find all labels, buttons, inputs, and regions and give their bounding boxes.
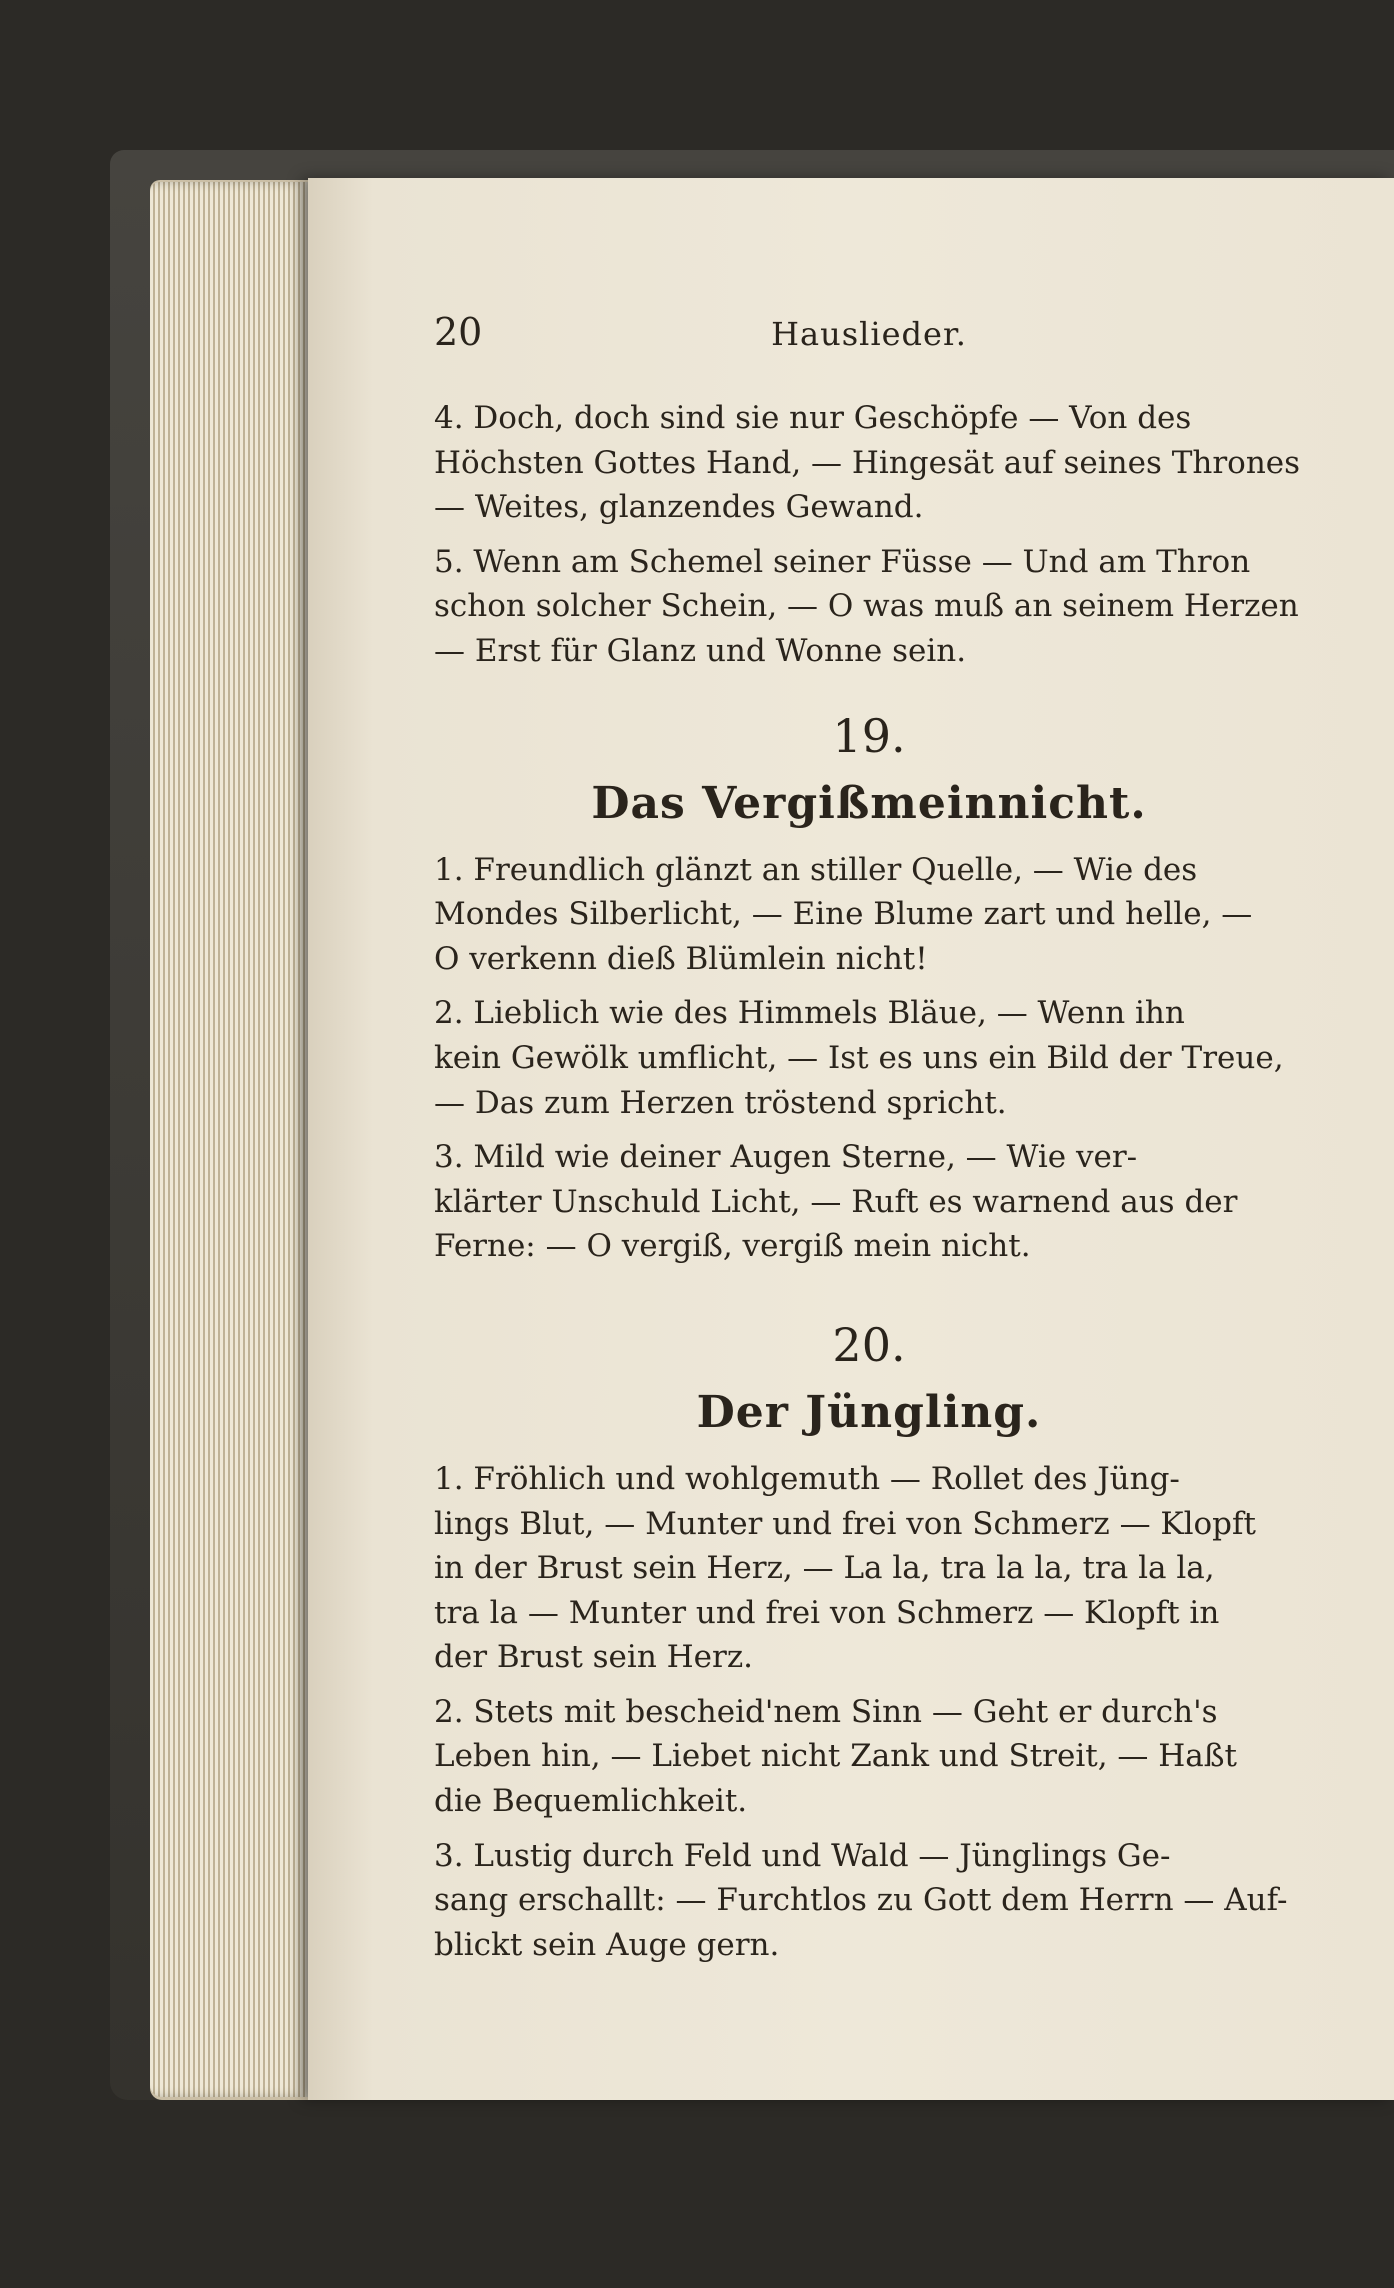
song-20-number: 20. — [832, 1317, 906, 1372]
verse-line: 3. Lustig durch Feld und Wald — Jünglings Ge- — [434, 1837, 1171, 1874]
verse-line: Höchsten Gottes Hand, — Hingesät auf seines Thrones — [434, 444, 1301, 481]
verse-line: 2. Stets mit bescheid'nem Sinn — Geht er durch's — [434, 1693, 1218, 1730]
verse-line: O verkenn dieß Blümlein nicht! — [434, 940, 928, 977]
song-19-verse-1 — [434, 848, 1304, 982]
verse-line: tra la — Munter und frei von Schmerz — Klopft in — [434, 1594, 1220, 1631]
page-number: 20 — [434, 310, 483, 354]
verse-line: Ferne: — O vergiß, vergiß mein nicht. — [434, 1228, 1031, 1265]
verse-4 — [434, 396, 1304, 530]
page-edges — [150, 182, 310, 2097]
song-20-verse-2 — [434, 1690, 1304, 1824]
running-head: Hauslieder. — [771, 315, 967, 353]
page-header — [434, 310, 1304, 374]
verse-line: kein Gewölk umflicht, — Ist es uns ein Bild der Treue, — [434, 1039, 1284, 1076]
song-20-verse-3 — [434, 1834, 1304, 1968]
verse-line: lings Blut, — Munter und frei von Schmerz — Klopft — [434, 1505, 1256, 1542]
verse-line: 5. Wenn am Schemel seiner Füsse — Und am Thron — [434, 543, 1251, 580]
song-20-title: Der Jüngling. — [696, 1386, 1042, 1438]
song-19-title: Das Vergißmeinnicht. — [591, 777, 1147, 829]
verse-line: 2. Lieblich wie des Himmels Bläue, — Wenn ihn — [434, 995, 1185, 1032]
verse-line: der Brust sein Herz. — [434, 1639, 754, 1676]
verse-5 — [434, 540, 1304, 674]
verse-line: 3. Mild wie deiner Augen Sterne, — Wie ver- — [434, 1139, 1138, 1176]
verse-line: sang erschallt: — Furchtlos zu Gott dem Herrn — Auf- — [434, 1882, 1288, 1919]
verse-line: blickt sein Auge gern. — [434, 1926, 780, 1963]
song-19-number: 19. — [832, 708, 906, 763]
verse-line: in der Brust sein Herz, — La la, tra la la, tra la la, — [434, 1550, 1215, 1587]
page-text — [434, 310, 1304, 1967]
verse-line: — Erst für Glanz und Wonne sein. — [434, 632, 967, 669]
verse-line: 4. Doch, doch sind sie nur Geschöpfe — Von des — [434, 400, 1192, 436]
song-19-verse-2 — [434, 991, 1304, 1125]
verse-line: — Weites, glanzendes Gewand. — [434, 489, 924, 526]
verse-line: die Bequemlichkeit. — [434, 1783, 748, 1820]
verse-line: Mondes Silberlicht, — Eine Blume zart und helle, — — [434, 896, 1253, 933]
song-19-verse-3 — [434, 1135, 1304, 1269]
verse-line: Leben hin, — Liebet nicht Zank und Streit, — Haßt — [434, 1738, 1237, 1775]
verse-line: 1. Fröhlich und wohlgemuth — Rollet des Jüng- — [434, 1460, 1180, 1497]
verse-line: 1. Freundlich glänzt an stiller Quelle, — Wie des — [434, 851, 1198, 888]
verse-line: schon solcher Schein, — O was muß an seinem Herzen — [434, 588, 1299, 625]
verse-line: klärter Unschuld Licht, — Ruft es warnend aus der — [434, 1183, 1238, 1220]
verse-line: — Das zum Herzen tröstend spricht. — [434, 1084, 1007, 1121]
song-20-verse-1 — [434, 1457, 1304, 1680]
